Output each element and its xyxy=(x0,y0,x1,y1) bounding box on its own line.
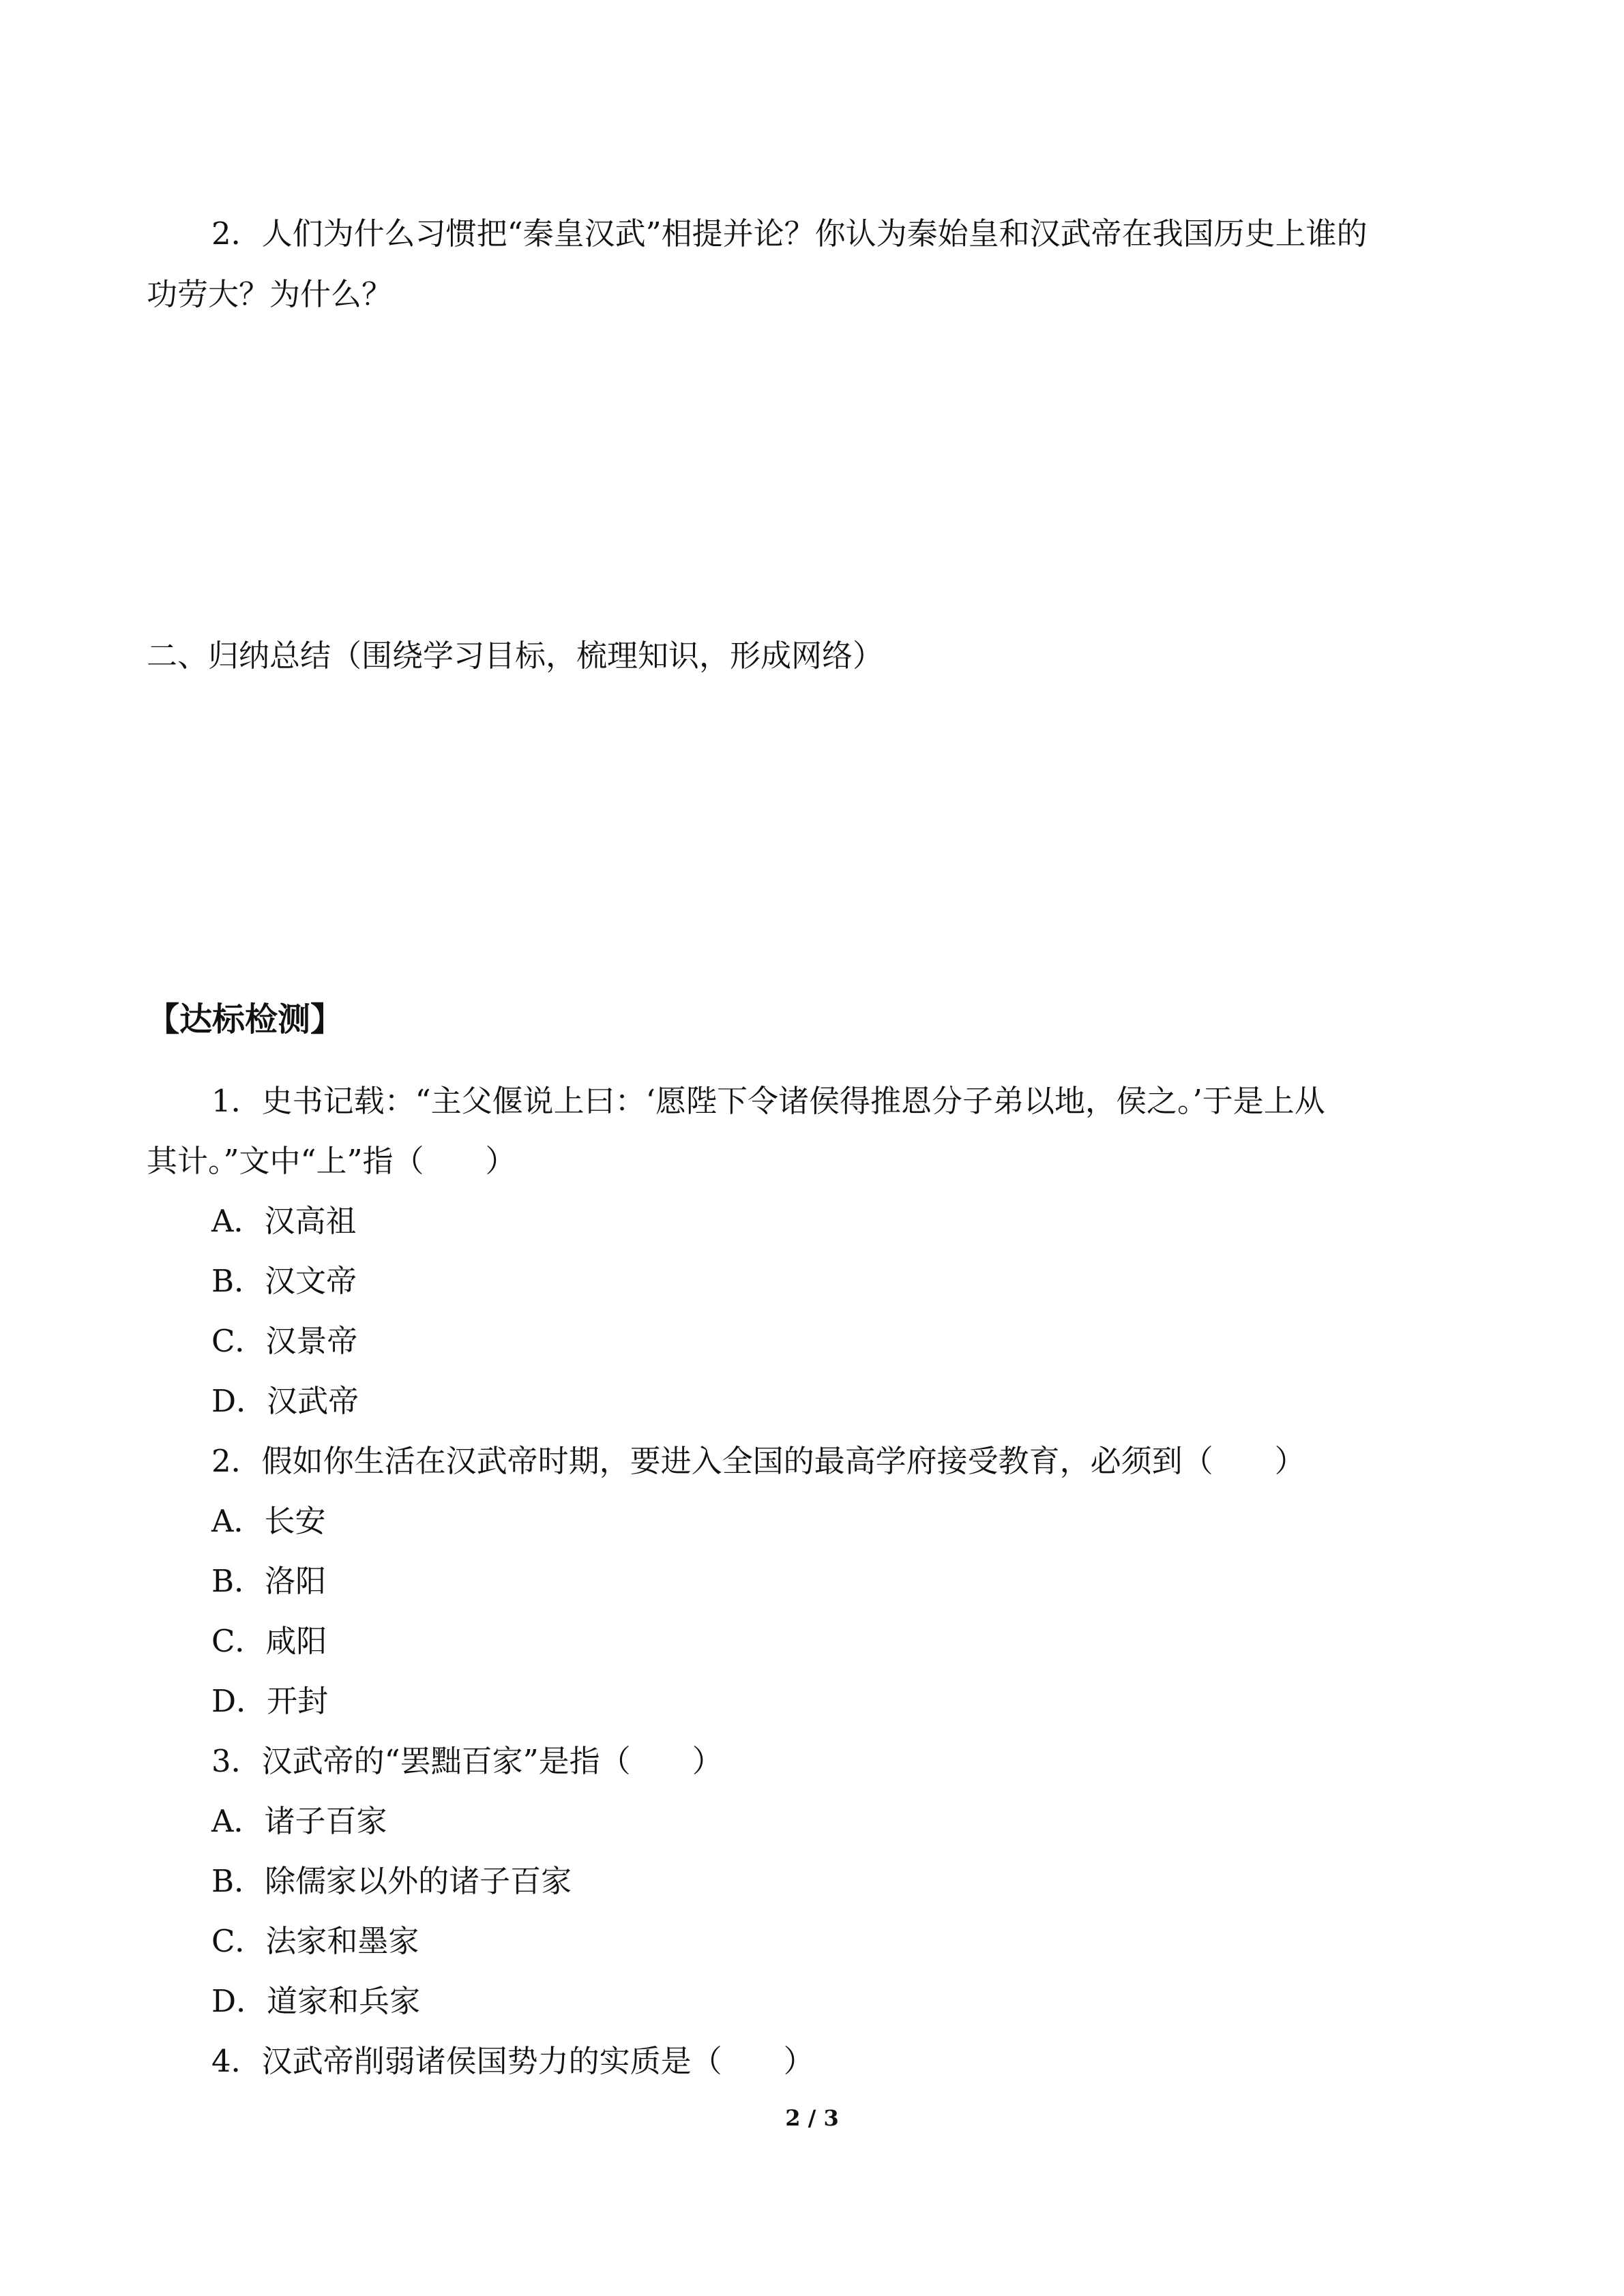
q3-option-d: D．道家和兵家 xyxy=(211,1983,421,2019)
essay-question-line-1: 2．人们为什么习惯把“秦皇汉武”相提并论？你认为秦始皇和汉武帝在我国历史上谁的 xyxy=(211,215,1368,252)
summary-heading: 二、归纳总结（围绕学习目标，梳理知识，形成网络） xyxy=(147,638,884,674)
test-section-title: 【达标检测】 xyxy=(147,1000,344,1039)
q2-option-c: C．咸阳 xyxy=(211,1623,327,1659)
q1-line-2: 其计。”文中“上”指（ ） xyxy=(147,1143,516,1179)
q2-option-b: B．洛阳 xyxy=(211,1563,327,1599)
q3-line-1: 3．汉武帝的“罢黜百家”是指（ ） xyxy=(211,1743,723,1779)
q1-option-a: A．汉高祖 xyxy=(211,1203,357,1239)
essay-question-line-2: 功劳大？为什么？ xyxy=(147,276,393,312)
q2-line-1: 2．假如你生活在汉武帝时期，要进入全国的最高学府接受教育，必须到（ ） xyxy=(211,1443,1305,1479)
q3-option-b: B．除儒家以外的诸子百家 xyxy=(211,1863,572,1899)
q4-line-1: 4．汉武帝削弱诸侯国势力的实质是（ ） xyxy=(211,2043,814,2079)
page-number: 2 / 3 xyxy=(785,2105,839,2131)
q3-option-a: A．诸子百家 xyxy=(211,1803,387,1839)
q1-line-1: 1．史书记载：“主父偃说上曰：‘愿陛下令诸侯得推恩分子弟以地，侯之。’于是上从 xyxy=(211,1083,1325,1119)
q2-option-a: A．长安 xyxy=(211,1503,326,1539)
q1-option-c: C．汉景帝 xyxy=(211,1323,358,1359)
q3-option-c: C．法家和墨家 xyxy=(211,1923,419,1959)
q2-option-d: D．开封 xyxy=(211,1683,329,1719)
q1-option-b: B．汉文帝 xyxy=(211,1263,357,1299)
q1-option-d: D．汉武帝 xyxy=(211,1383,359,1419)
